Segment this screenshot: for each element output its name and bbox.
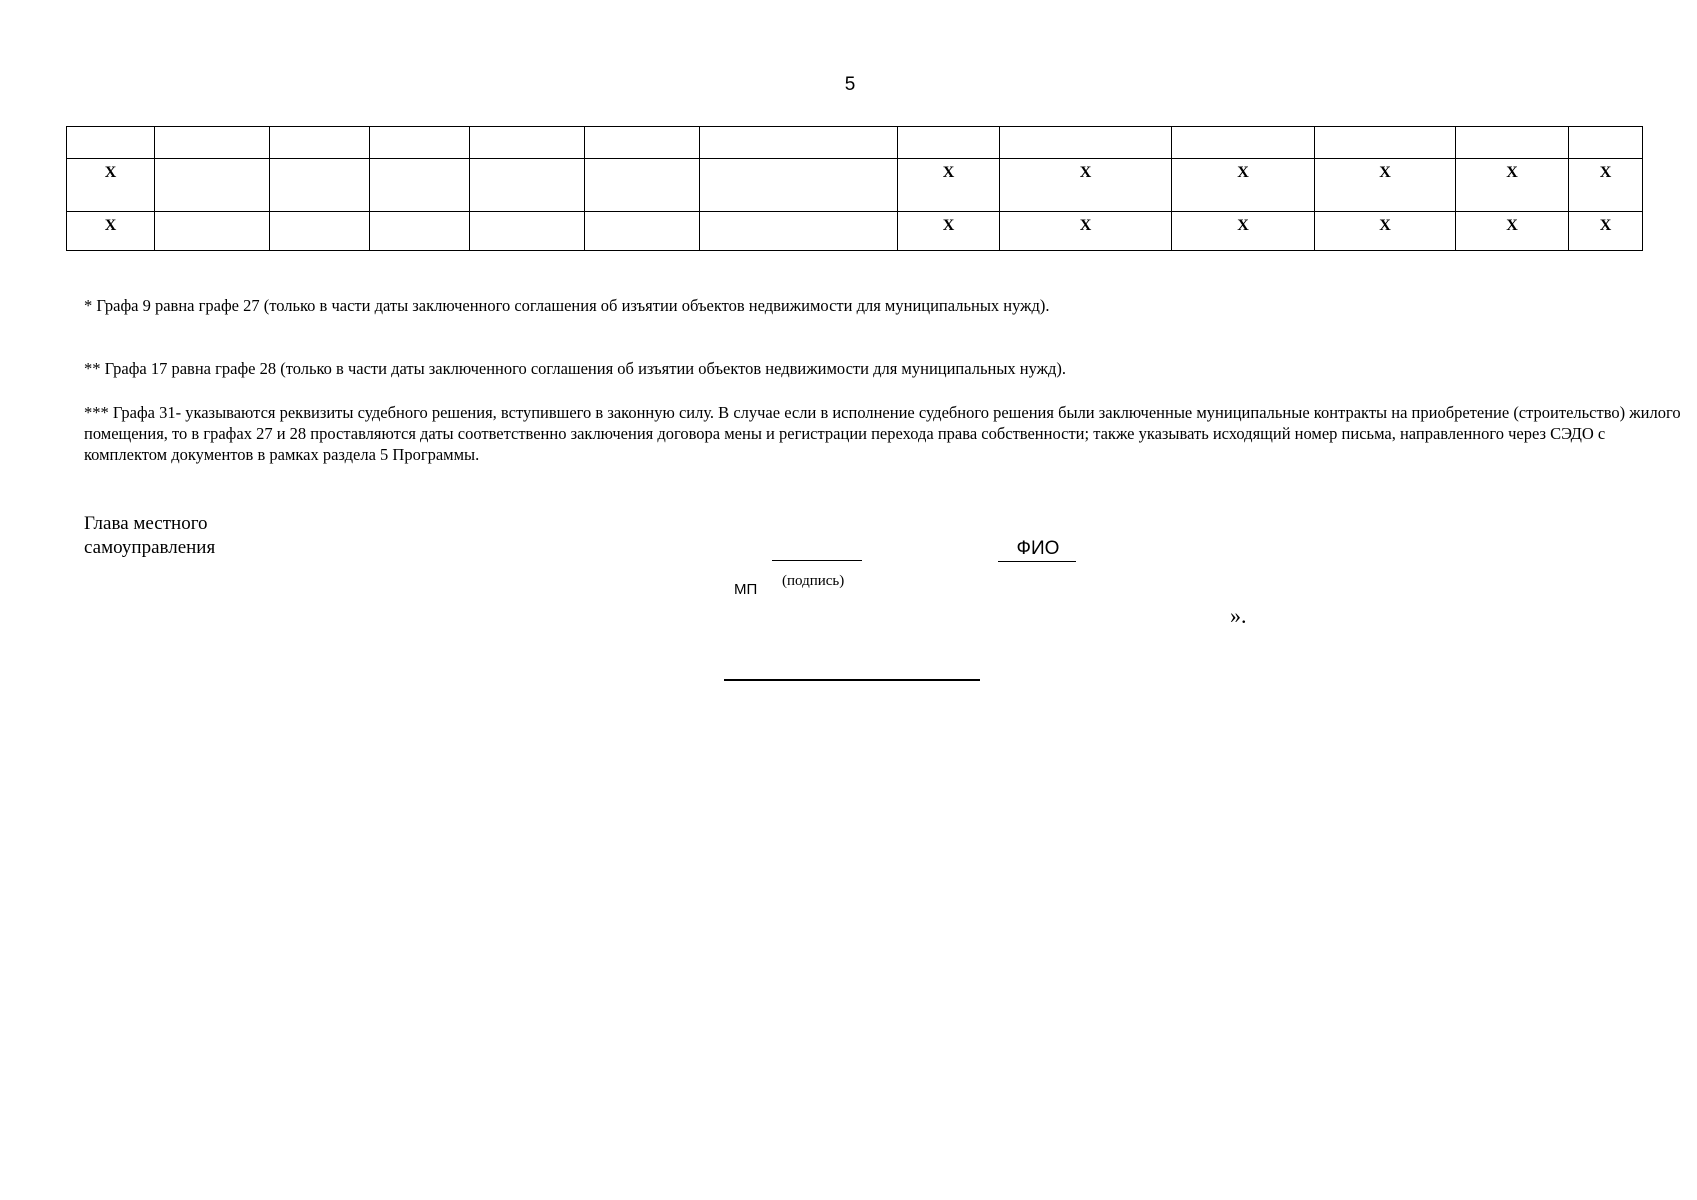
table-cell — [700, 127, 898, 159]
table-cell: X — [1569, 212, 1643, 251]
table-cell: X — [1569, 159, 1643, 212]
table-cell — [1172, 127, 1315, 159]
data-table — [66, 126, 1643, 251]
table-cell: X — [67, 159, 155, 212]
table-cell — [585, 212, 700, 251]
table-cell — [270, 159, 370, 212]
closing-quote: ». — [1230, 603, 1247, 628]
table-row — [67, 127, 1643, 159]
table-cell — [898, 127, 1000, 159]
table-cell: X — [1456, 212, 1569, 251]
table-cell: X — [67, 212, 155, 251]
table-cell — [155, 127, 270, 159]
footnote-1: * Графа 9 равна графе 27 (только в части даты заключенного соглашения об изъятии объектов недвижимости для муниципальных нужд). — [84, 296, 1050, 315]
table-cell — [155, 212, 270, 251]
table-cell: X — [898, 159, 1000, 212]
table-cell — [700, 159, 898, 212]
table-cell — [585, 159, 700, 212]
table-row — [67, 159, 1643, 212]
table-cell: X — [1000, 212, 1172, 251]
page-number: 5 — [844, 74, 856, 95]
signature-caption: (подпись) — [782, 573, 845, 589]
end-line — [724, 679, 980, 681]
table-cell — [470, 212, 585, 251]
table-cell: X — [898, 212, 1000, 251]
footnote-3: *** Графа 31- указываются реквизиты судебного решения, вступившего в законную силу. В случае если в исполнение судебного решения были заключенные муниципальные контракты на приобретение (строительство) жилого помещения, то в графах 27 и 28 проставляются даты соответственно заключения договора мены и регистрации перехода права собственности; также указывать исходящий номер письма, направленного через СЭДО с комплектом документов в рамках раздела 5 Программы. — [84, 403, 1681, 464]
fio-label: ФИО — [1016, 538, 1060, 559]
table-cell: X — [1000, 159, 1172, 212]
table-cell — [270, 212, 370, 251]
table-cell — [270, 127, 370, 159]
table-cell — [370, 127, 470, 159]
table-cell — [67, 127, 155, 159]
table-cell — [585, 127, 700, 159]
table-cell — [470, 159, 585, 212]
table-cell — [700, 212, 898, 251]
table-cell — [1315, 127, 1456, 159]
fio-underline — [998, 561, 1076, 562]
table-cell — [1456, 127, 1569, 159]
table-cell: X — [1456, 159, 1569, 212]
table-cell — [1569, 127, 1643, 159]
table-cell — [155, 159, 270, 212]
table-cell: X — [1172, 212, 1315, 251]
table-cell: X — [1315, 159, 1456, 212]
table-cell — [470, 127, 585, 159]
signer-title: Глава местного самоуправления — [84, 513, 216, 558]
table-cell — [370, 159, 470, 212]
table-cell — [370, 212, 470, 251]
table-row — [67, 212, 1643, 251]
stamp-place-label: МП — [734, 581, 758, 598]
table-cell: X — [1172, 159, 1315, 212]
footnote-2: ** Графа 17 равна графе 28 (только в части даты заключенного соглашения об изъятии объектов недвижимости для муниципальных нужд). — [84, 359, 1067, 378]
signature-line — [772, 560, 862, 561]
table-cell: X — [1315, 212, 1456, 251]
table-cell — [1000, 127, 1172, 159]
